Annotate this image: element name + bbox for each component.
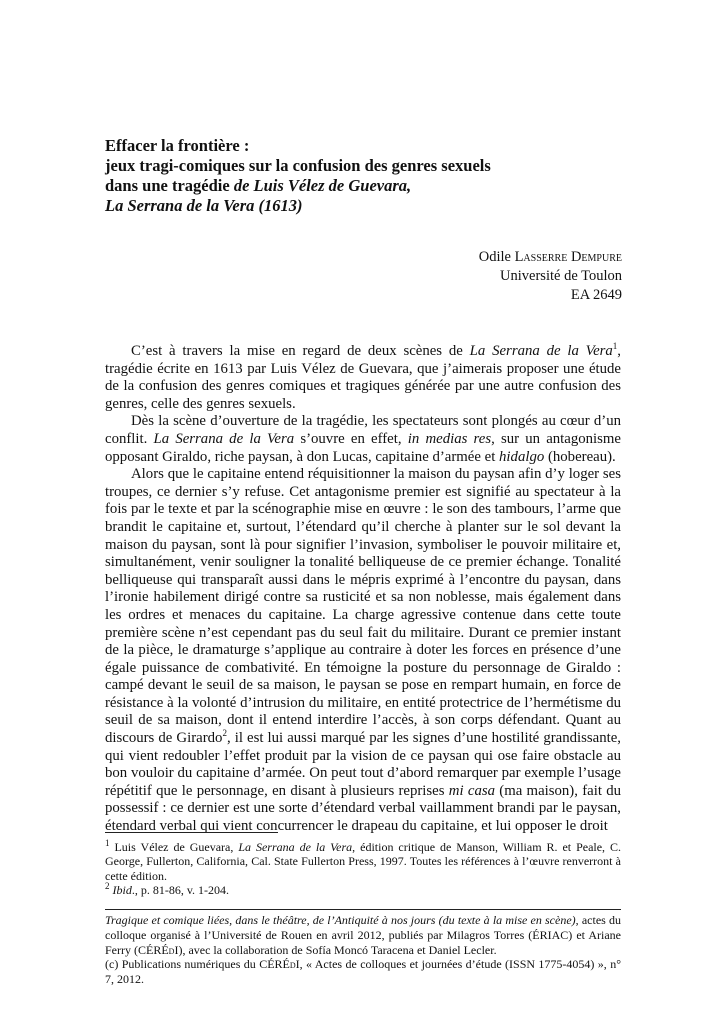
footnote-2-text: ., p. 81-86, v. 1-204. [131,883,230,898]
p1-text-a: C’est à travers la mise en regard de deux scènes de [131,343,470,359]
publication-line-2 [105,957,621,987]
footnote-1-number: 1 [105,838,110,848]
footnotes [105,840,621,898]
publication-line-1 [105,913,621,957]
footnote-1-text-a: Luis Vélez de Guevara, [109,840,239,854]
footnote-2-ibid: Ibid [112,883,132,898]
author-first-name: Odile [478,249,515,265]
article-title [105,136,665,216]
publication-volume-title: Tragique et comique liées, dans le théâtre, de l’Antiquité à nos jours (du texte à la mise en scène) [105,913,576,927]
p3-mi-casa: mi casa [448,782,495,799]
title-line-1: Effacer la frontière : [105,136,250,155]
publication-ceredi-2: CÉRÉdI [259,957,300,972]
publication-separator [105,909,621,910]
footnote-1-title: La Serrana de la Vera [238,840,353,854]
p2-text-a: Dès la scène d’ouverture de la tragédie, les spectateurs sont plongés au cœur d’un conflit. [105,413,621,447]
p3-text-c: (ma maison), fait du possessif : ce dernier est une sorte d’étendard verbal vaillamment brandi par le paysan, étendard verbal qui vient concurrencer le drapeau du capitaine, et lui opposer le droit [105,782,622,835]
footnote-2 [105,883,621,897]
p3-text-b: , il est lui aussi marqué par les signes d’une hostilité grandissante, qui vient redoubler l’effet produit par la vision de ce paysan qui ose faire obstacle au bon vouloir du capitaine d’armée. On peut tout d’abord remarquer par exemple l’usage répétitif que le personnage, en disant à plusieurs reprises [105,730,621,799]
publication-ceredi-1: CÉRÉdI [138,942,179,957]
article-body [105,343,621,836]
title-line-2: jeux tragi-comiques sur la confusion des genres sexuels [105,156,491,175]
footnote-1-text-b: , édition critique de Manson, William R. et Peale, C. George, Fullerton, California, Cal. State Fullerton Press, 1997. Toutes les références à l’œuvre renverront à cette édition. [105,840,622,883]
paragraph-2 [105,413,621,466]
p1-work-title: La Serrana de la Vera [469,343,613,359]
p2-text-c: , sur un antagonisme opposant Giraldo, riche paysan, à don Lucas, capitaine d’armée et [105,430,621,465]
publication-text-c: ) et Ariane Ferry ( [105,927,621,957]
publication-info [105,913,621,987]
p2-latin-phrase: in medias res [407,430,492,447]
title-line-3-italic: de Luis Vélez de Guevara, [233,176,412,195]
author-block [479,248,622,305]
footnote-1 [105,840,621,883]
author-lab: EA 2649 [570,287,622,303]
footnote-ref-2[interactable]: 2 [222,728,227,739]
publication-text-b: , actes du colloque organisé à l’Université de Rouen en avril 2012, publiés par Milagros Torres ( [105,913,621,942]
paragraph-1 [105,343,621,413]
paragraph-3 [105,466,621,835]
p2-text-d: (hobereau). [544,448,616,465]
publication-text-d: ), avec la collaboration de Sofía Moncó Taracena et Daniel Lecler. [178,942,497,957]
publication-eriac: ÉRIAC [532,927,569,942]
author-last-name: Lasserre Dempure [514,249,622,265]
title-line-4: La Serrana de la Vera (1613) [105,196,303,215]
footnote-separator [105,832,278,833]
footnote-2-number: 2 [105,881,110,892]
title-line-3-roman: dans une tragédie [105,176,234,195]
p1-text-b: , tragédie écrite en 1613 par Luis Vélez de Guevara, que j’aimerais proposer une étude de la confusion des genres comiques et tragiques générée par une autre confusion des genres, celle des genres sexuels. [105,343,621,412]
author-name [479,248,622,267]
author-affiliation: Université de Toulon [500,268,622,284]
footnote-ref-1[interactable]: 1 [612,341,618,352]
publication-text-f: , « Actes de colloques et journées d’étude (ISSN 1775-4054) », n° 7, 2012. [105,957,621,987]
title-line-3 [105,176,665,196]
p2-hidalgo: hidalgo [499,448,545,465]
p2-text-b: s’ouvre en effet, [294,430,408,447]
p3-text-a: Alors que le capitaine entend réquisitionner la maison du paysan afin d’y loger ses troupes, ce dernier s’y refuse. Cet antagonisme premier est signifié au spectateur à la fois par le texte et par la scénographie mise en œuvre : le son des tambours, l’arme que brandit le capitaine et, surtout, l’étendard qu’il cherche à planter sur le sol devant la maison du paysan, sont là pour signifier l’invasion, symboliser le pouvoir militaire et, simultanément, venir souligner la tonalité belliqueuse de ce premier échange. Tonalité belliqueuse qui transparaît aussi dans le mépris exprimé à l’encontre du paysan, dans l’ironie habilement dirigé contre sa rusticité et sa non noblesse, mais également dans les ordres et menaces du capitaine. La charge agressive contenue dans cette toute première scène n’est cependant pas du seul fait du militaire. Durant ce premier instant de la pièce, le dramaturge s’applique au contraire à doter les forces en présence d’une égale puissance de combativité. En témoigne la posture du personnage de Giraldo : campé devant le seuil de sa maison, le paysan se pose en rempart humain, en force de résistance à la volonté d’intrusion du militaire, en entité protectrice de l’hermétisme du seuil de sa maison, dont il entend interdire l’accès, à son corps défendant. Quant au discours de Girardo [105,466,621,747]
publication-text-e: (c) Publications numériques du [105,957,260,972]
p2-work-title: La Serrana de la Vera [153,430,295,447]
